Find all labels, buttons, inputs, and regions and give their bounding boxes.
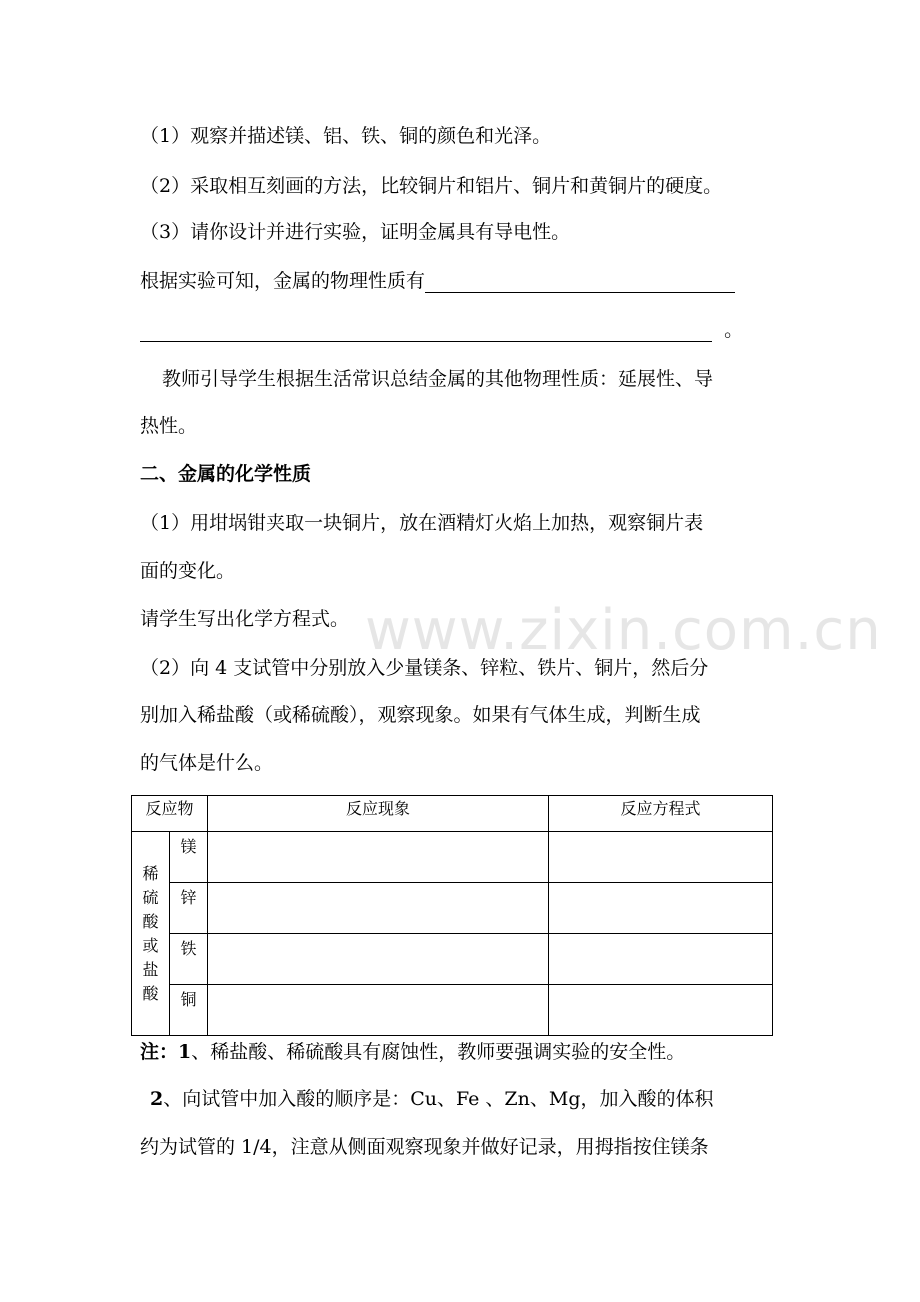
experiment-1-line1: （1）用坩埚钳夹取一块铜片，放在酒精灯火焰上加热，观察铜片表 [140,512,704,534]
physical-properties-prompt [140,269,735,293]
note-2 [150,1087,714,1111]
table-row-fe [132,934,773,985]
answer-line-2 [140,318,743,342]
metal-zn: 锌 [170,883,208,934]
teacher-guidance-line2: 热性。 [140,415,198,437]
cell-phenomenon-cu[interactable] [208,985,549,1036]
experiment-2-line1: （2）向 4 支试管中分别放入少量镁条、锌粒、铁片、铜片，然后分 [140,657,709,679]
note-2-text: 、向试管中加入酸的顺序是：Cu、Fe 、Zn、Mg，加入酸的体积 [163,1088,714,1110]
period: 。 [724,319,744,341]
step-2-hardness: （2）采取相互刻画的方法，比较铜片和铝片、铜片和黄铜片的硬度。 [140,175,723,197]
header-reactant: 反应物 [132,796,208,832]
table-row-zn [132,883,773,934]
header-equation: 反应方程式 [549,796,773,832]
cell-equation-mg[interactable] [549,832,773,883]
reagent-acid-label: 稀 硫 酸 或 盐 酸 [132,832,170,1036]
note-1-label: 注：1 [140,1041,192,1063]
experiment-2-line3: 的气体是什么。 [140,752,274,774]
experiment-1-line2: 面的变化。 [140,560,236,582]
write-equation-prompt: 请学生写出化学方程式。 [140,608,350,630]
note-2-label: 2 [150,1088,164,1110]
table-row-cu [132,985,773,1036]
note-2-continued: 约为试管的 1/4，注意从侧面观察现象并做好记录，用拇指按住镁条 [140,1136,709,1158]
metal-mg: 镁 [170,832,208,883]
cell-equation-cu[interactable] [549,985,773,1036]
cell-equation-fe[interactable] [549,934,773,985]
metal-cu: 铜 [170,985,208,1036]
section-heading-chemical-properties: 二、金属的化学性质 [140,463,312,485]
cell-equation-zn[interactable] [549,883,773,934]
step-1-observe: （1）观察并描述镁、铝、铁、铜的颜色和光泽。 [140,125,552,147]
answer-blank-1[interactable] [425,272,735,293]
note-1-text: 、稀盐酸、稀硫酸具有腐蚀性，教师要强调实验的安全性。 [191,1041,686,1063]
physical-properties-label: 根据实验可知，金属的物理性质有 [140,270,426,292]
table-header-row [132,796,773,832]
answer-blank-2[interactable] [140,321,712,342]
table-row-mg [132,832,773,883]
reaction-table [131,795,773,1036]
header-phenomenon: 反应现象 [208,796,549,832]
cell-phenomenon-mg[interactable] [208,832,549,883]
step-3-conductivity: （3）请你设计并进行实验，证明金属具有导电性。 [140,221,571,243]
watermark: www.zixin.com.cn [365,598,882,663]
cell-phenomenon-zn[interactable] [208,883,549,934]
cell-phenomenon-fe[interactable] [208,934,549,985]
teacher-guidance-line1: 教师引导学生根据生活常识总结金属的其他物理性质：延展性、导 [162,368,714,390]
experiment-2-line2: 别加入稀盐酸（或稀硫酸），观察现象。如果有气体生成，判断生成 [140,704,701,726]
metal-fe: 铁 [170,934,208,985]
note-1 [140,1040,685,1064]
